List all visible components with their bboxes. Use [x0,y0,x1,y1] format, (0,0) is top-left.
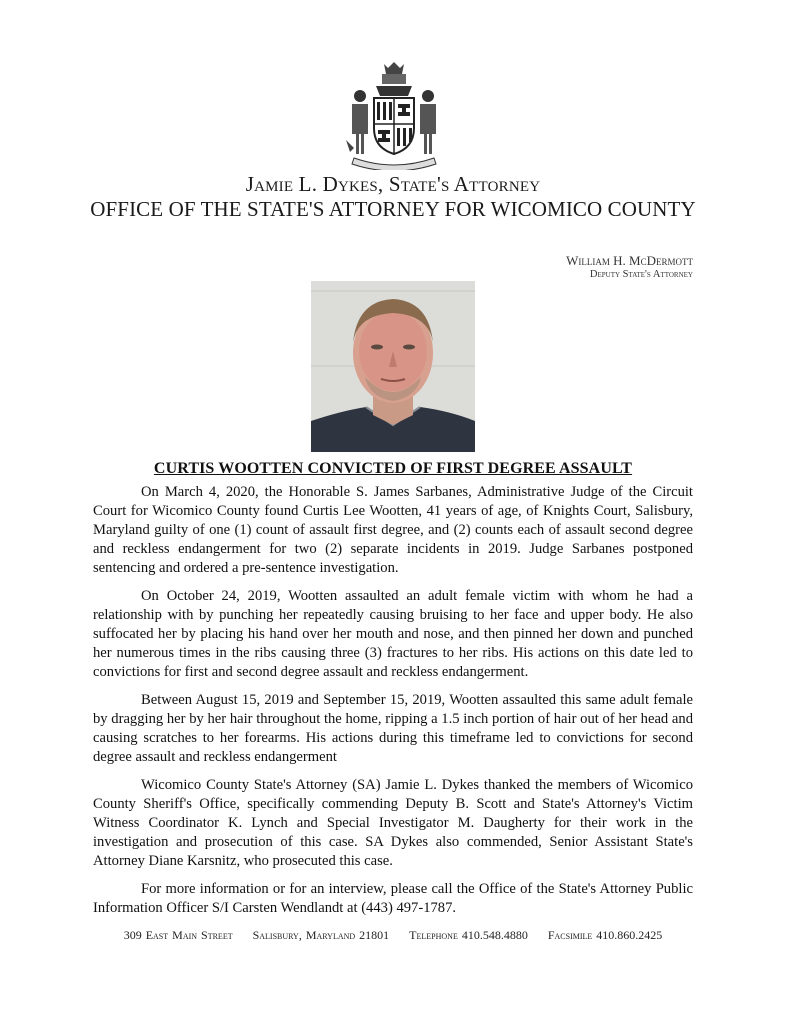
footer-telephone: Telephone 410.548.4880 [409,928,528,942]
paragraph-october-incident: On October 24, 2019, Wootten assaulted an adult female victim with whom he had a relationship with by punching her repeatedly causing bruising to her face and upper body. He also suffocated her by placing his hand over her mouth and nose, and then pinned her down and punched her numerous times in the ribs causing three (3) fractures to her ribs. His actions on this date led to convictions for first and second degree assault and reckless endangerment. [93,588,693,680]
maryland-seal-icon [342,60,446,170]
press-release-headline: CURTIS WOOTTEN CONVICTED OF FIRST DEGREE ASSAULT [153,460,633,477]
office-name-heading: OFFICE OF THE STATE'S ATTORNEY FOR WICOMICO COUNTY [90,197,696,221]
mugshot-photo [311,281,475,452]
deputy-block [566,253,693,281]
deputy-name: William H. McDermott [566,253,693,268]
deputy-title: Deputy State's Attorney [589,269,693,280]
paragraph-august-incident: Between August 15, 2019 and September 15, 2019, Wootten assaulted this same adult female by dragging her by her hair throughout the home, ripping a 1.5 inch portion of hair out of her head and causing scratches to her forearms. His actions during this timeframe led to convictions for second degree assault and reckless endangerment [93,692,693,765]
footer-facsimile: Facsimile 410.860.2425 [547,928,663,942]
letterhead-footer [0,928,786,943]
paragraph-verdict: On March 4, 2020, the Honorable S. James Sarbanes, Administrative Judge of the Circuit Court for Wicomico County found Curtis Lee Wootten, 41 years of age, of Knights Court, Salisbury, Maryland guilty of one (1) count of assault first degree, and (2) counts each of assault second degree and reckless endangerment for two (2) separate incidents in 2019. Judge Sarbanes postponed sentencing and ordered a pre-sentence investigation. [93,484,693,576]
paragraph-contact: For more information or for an interview, please call the Office of the State's Attorney Public Information Officer S/I Carsten Wendlandt at (443) 497-1787. [93,881,693,916]
paragraph-acknowledgements: Wicomico County State's Attorney (SA) Jamie L. Dykes thanked the members of Wicomico County Sheriff's Office, specifically commending Deputy B. Scott and State's Attorney's Victim Witness Coordinator K. Lynch and Special Investigator M. Daugherty for their work in the investigation and prosecution of this case. SA Dykes also commended, Senior Assistant State's Attorney Diane Karsnitz, who prosecuted this case. [93,777,693,869]
press-release-body [93,483,693,927]
footer-address: 309 East Main Street [123,928,233,942]
footer-city: Salisbury, Maryland 21801 [252,928,390,942]
attorney-name-heading: Jamie L. Dykes, State's Attorney [245,172,541,196]
